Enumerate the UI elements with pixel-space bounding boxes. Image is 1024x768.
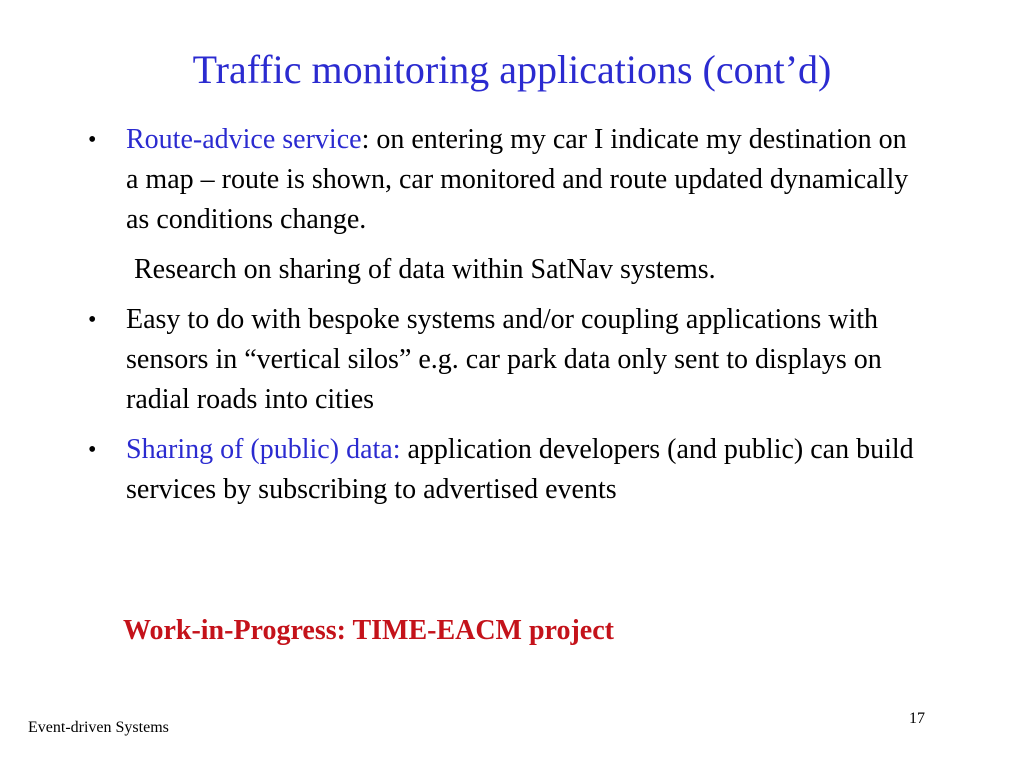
bullet-text: : on entering my car I indicate my destination on a map – route is shown, car monitored and route updated dynamically as conditions change. — [126, 124, 909, 235]
bullet-sharing-data — [84, 430, 924, 510]
work-in-progress-note: Work-in-Progress: TIME-EACM project — [123, 615, 614, 646]
bullet-marker: • — [88, 127, 97, 153]
slide-title: Traffic monitoring applications (cont’d) — [192, 47, 832, 92]
bullet-marker: • — [88, 307, 97, 333]
bullet-highlight: Sharing of (public) data: — [126, 434, 401, 465]
bullet-marker: • — [88, 437, 97, 463]
bullet-highlight: Route-advice service — [126, 124, 362, 155]
footer-text: Event-driven Systems — [28, 719, 169, 736]
bullet-easy-to-do — [84, 300, 924, 420]
bullet-route-advice — [84, 120, 924, 240]
slide-content — [84, 120, 924, 510]
page-number: 17 — [909, 710, 925, 727]
bullet-text: Easy to do with bespoke systems and/or coupling applications with sensors in “vertical silos” e.g. car park data only sent to displays on radial roads into cities — [126, 304, 882, 415]
bullet-text: application developers (and public) can build services by subscribing to advertised events — [126, 434, 914, 505]
sub-note-satnav: Research on sharing of data within SatNav systems. — [134, 254, 716, 285]
